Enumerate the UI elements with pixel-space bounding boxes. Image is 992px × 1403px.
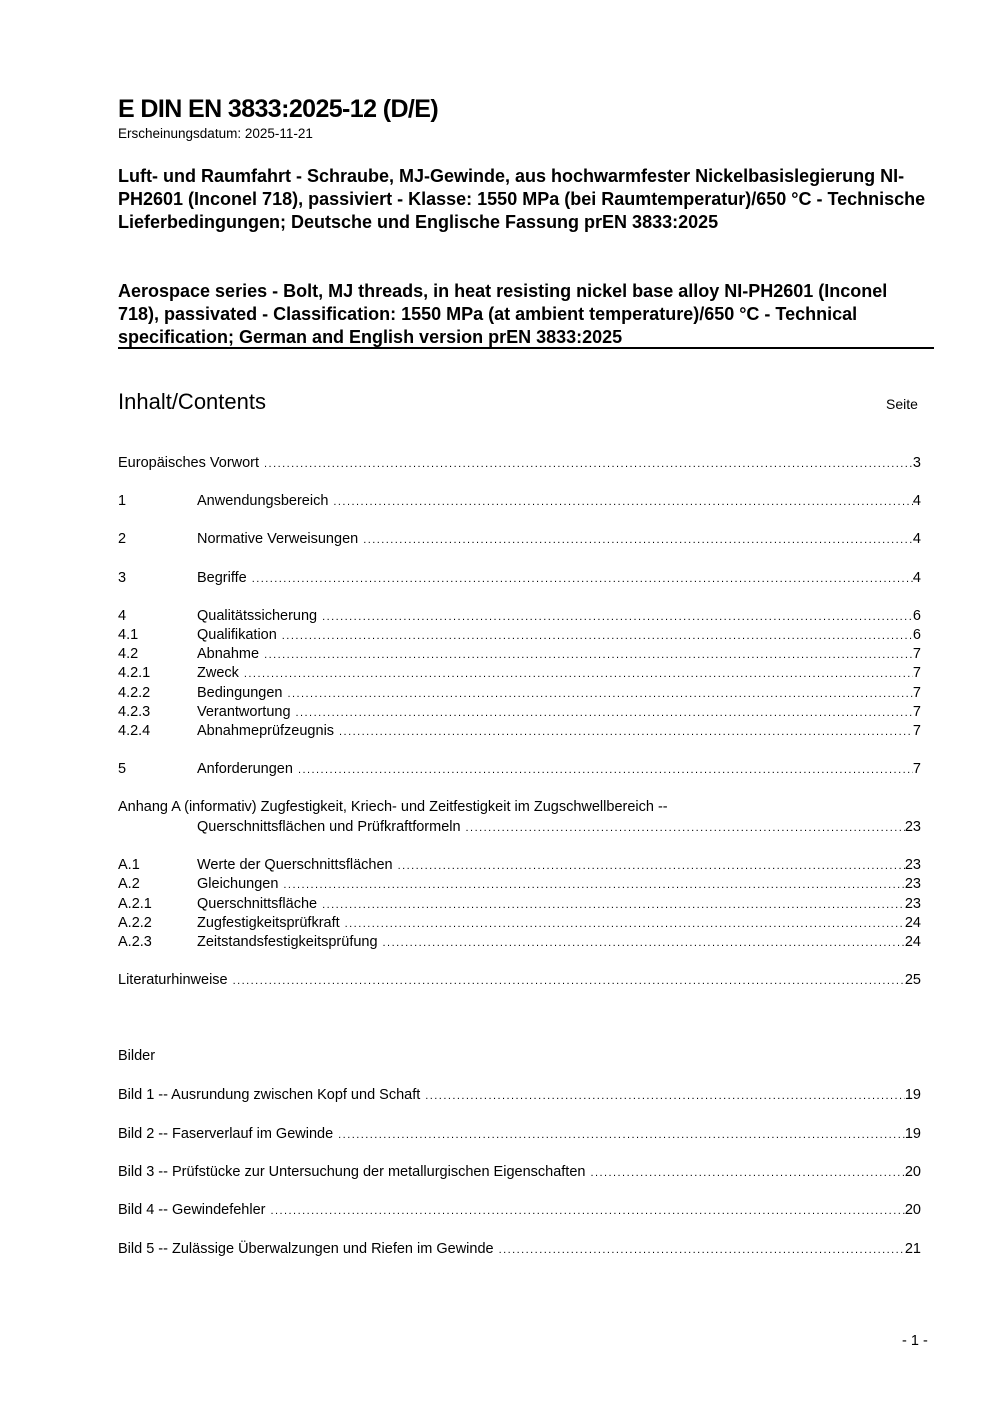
- page-column-label: Seite: [886, 396, 918, 412]
- toc-entry[interactable]: [118, 875, 921, 894]
- toc-entry-title: Bedingungen: [197, 685, 283, 701]
- toc-entry-number: A.2.3: [118, 934, 152, 950]
- figure-entry-page: 19: [904, 1087, 921, 1103]
- toc-entry-number: 4.1: [118, 627, 139, 643]
- toc-leader-dots: [499, 1241, 905, 1260]
- toc-annex-title-line1[interactable]: Anhang A (informativ) Zugfestigkeit, Kriech- und Zeitfestigkeit im Zugschwellbereich --: [118, 799, 668, 815]
- toc-entry-number: 2: [118, 531, 127, 547]
- toc-leader-dots: [296, 704, 913, 723]
- toc-entry-title: Werte der Querschnittsflächen: [197, 857, 393, 873]
- document-number: E DIN EN 3833:2025-12 (D/E): [118, 95, 439, 123]
- toc-leader-dots: [283, 876, 904, 895]
- toc-entry-title: Zugfestigkeitsprüfkraft: [197, 915, 340, 931]
- toc-entry-page: 23: [904, 876, 921, 892]
- toc-entry-number: A.2: [118, 876, 140, 892]
- toc-entry-title: Verantwortung: [197, 704, 291, 720]
- page-number: - 1 -: [902, 1333, 928, 1349]
- toc-entry-page: 25: [904, 972, 921, 988]
- figure-entry-title: Bild 3 -- Prüfstücke zur Untersuchung der metallurgischen Eigenschaften: [118, 1164, 586, 1180]
- toc-entry-title: Qualitätssicherung: [197, 608, 318, 624]
- toc-entry-page: 23: [904, 857, 921, 873]
- toc-entry[interactable]: [118, 914, 921, 933]
- toc-entry-number: A.2.2: [118, 915, 152, 931]
- toc-entry[interactable]: [118, 684, 921, 703]
- toc-entry-title: Normative Verweisungen: [197, 531, 359, 547]
- toc-entry[interactable]: [118, 530, 921, 549]
- figure-entry[interactable]: [118, 1240, 921, 1259]
- figure-entry[interactable]: [118, 1201, 921, 1220]
- toc-leader-dots: [233, 972, 905, 991]
- toc-leader-dots: [282, 627, 913, 646]
- toc-entry[interactable]: [118, 664, 921, 683]
- toc-entry-title: Qualifikation: [197, 627, 277, 643]
- toc-entry-number: 1: [118, 493, 127, 509]
- toc-entry[interactable]: [118, 569, 921, 588]
- figure-entry-page: 21: [904, 1241, 921, 1257]
- toc-entry-page: 3: [912, 455, 921, 471]
- toc-entry-page: 24: [904, 934, 921, 950]
- title-english: Aerospace series - Bolt, MJ threads, in heat resisting nickel base alloy NI-PH2601 (Inconel 718), passivated - Classification: 1550 MPa (at ambient temperature)/650 °C - Technical specification; German and English version prEN 3833:2025: [118, 281, 888, 347]
- toc-entry-number: 4.2: [118, 646, 139, 662]
- toc-entry-page: 4: [912, 570, 921, 586]
- toc-leader-dots: [338, 1126, 905, 1145]
- title-divider: [118, 347, 934, 349]
- toc-annex-title-line2: Querschnittsflächen und Prüfkraftformeln: [197, 819, 461, 835]
- toc-entry-title: Begriffe: [197, 570, 247, 586]
- contents-heading: Inhalt/Contents: [118, 389, 266, 414]
- title-german: Luft- und Raumfahrt - Schraube, MJ-Gewinde, aus hochwarmfester Nickelbasislegierung NI-PH2601 (Inconel 718), passiviert - Klasse: 1550 MPa (bei Raumtemperatur)/650 °C - Technische Lieferbedingungen; Deutsche und Englische Fassung prEN 3833:2025: [118, 166, 926, 232]
- toc-entry[interactable]: [118, 856, 921, 875]
- toc-entry-title: Anforderungen: [197, 761, 293, 777]
- toc-annex-entry[interactable]: [118, 818, 921, 837]
- toc-entry[interactable]: [118, 607, 921, 626]
- toc-entry[interactable]: [118, 895, 921, 914]
- toc-leader-dots: [333, 493, 913, 512]
- toc-entry-number: 4.2.2: [118, 685, 151, 701]
- toc-entry-title: Literaturhinweise: [118, 972, 228, 988]
- figure-entry-title: Bild 2 -- Faserverlauf im Gewinde: [118, 1126, 334, 1142]
- toc-entry-number: 4.2.1: [118, 665, 151, 681]
- toc-entry[interactable]: [118, 933, 921, 952]
- toc-leader-dots: [363, 531, 913, 550]
- toc-leader-dots: [322, 608, 913, 627]
- toc-leader-dots: [264, 455, 913, 474]
- figure-entry-page: 20: [904, 1164, 921, 1180]
- toc-entry-page: 7: [912, 646, 921, 662]
- toc-entry-page: 23: [904, 896, 921, 912]
- toc-entry-page: 6: [912, 608, 921, 624]
- toc-entry[interactable]: [118, 760, 921, 779]
- toc-entry-title: Zeitstandsfestigkeitsprüfung: [197, 934, 378, 950]
- toc-entry-page: 4: [912, 531, 921, 547]
- figure-entry-page: 20: [904, 1202, 921, 1218]
- toc-entry-page: 7: [912, 761, 921, 777]
- toc-entry-number: 4.2.4: [118, 723, 151, 739]
- toc-entry[interactable]: [118, 645, 921, 664]
- toc-leader-dots: [244, 665, 913, 684]
- toc-leader-dots: [252, 570, 913, 589]
- toc-entry-bibliography[interactable]: [118, 971, 921, 990]
- toc-entry-page: 6: [912, 627, 921, 643]
- toc-entry-number: A.1: [118, 857, 140, 873]
- toc-leader-dots: [345, 915, 905, 934]
- toc-entry-page: 7: [912, 685, 921, 701]
- toc-entry-title: Gleichungen: [197, 876, 279, 892]
- toc-leader-dots: [271, 1202, 905, 1221]
- figure-entry[interactable]: [118, 1086, 921, 1105]
- toc-entry-title: Zweck: [197, 665, 239, 681]
- figure-entry[interactable]: [118, 1163, 921, 1182]
- toc-leader-dots: [264, 646, 913, 665]
- toc-entry-title: Europäisches Vorwort: [118, 455, 260, 471]
- toc-entry[interactable]: [118, 454, 921, 473]
- figure-entry-title: Bild 4 -- Gewindefehler: [118, 1202, 266, 1218]
- publication-date: Erscheinungsdatum: 2025-11-21: [118, 126, 313, 141]
- figure-entry-title: Bild 1 -- Ausrundung zwischen Kopf und Schaft: [118, 1087, 421, 1103]
- figure-entry-title: Bild 5 -- Zulässige Überwalzungen und Riefen im Gewinde: [118, 1241, 494, 1257]
- toc-entry-title: Abnahme: [197, 646, 260, 662]
- figure-entry-page: 19: [904, 1126, 921, 1142]
- toc-entry-page: 4: [912, 493, 921, 509]
- toc-entry[interactable]: [118, 626, 921, 645]
- toc-entry-title: Querschnittsfläche: [197, 896, 318, 912]
- toc-entry-page: 7: [912, 723, 921, 739]
- figure-entry[interactable]: [118, 1125, 921, 1144]
- toc-entry[interactable]: [118, 722, 921, 741]
- toc-entry[interactable]: [118, 703, 921, 722]
- toc-leader-dots: [425, 1087, 905, 1106]
- toc-entry-title: Abnahmeprüfzeugnis: [197, 723, 335, 739]
- toc-leader-dots: [339, 723, 913, 742]
- figures-heading: Bilder: [118, 1048, 156, 1064]
- toc-entry-title: Anwendungsbereich: [197, 493, 329, 509]
- toc-leader-dots: [466, 819, 905, 838]
- toc-entry-page: 7: [912, 665, 921, 681]
- toc-leader-dots: [287, 685, 912, 704]
- toc-entry-page: 24: [904, 915, 921, 931]
- toc-leader-dots: [590, 1164, 904, 1183]
- toc-entry-number: 3: [118, 570, 127, 586]
- toc-entry-page: 23: [904, 819, 921, 835]
- toc-leader-dots: [398, 857, 905, 876]
- toc-leader-dots: [383, 934, 905, 953]
- toc-leader-dots: [322, 896, 905, 915]
- toc-entry[interactable]: [118, 492, 921, 511]
- toc-entry-number: 5: [118, 761, 127, 777]
- toc-leader-dots: [298, 761, 913, 780]
- toc-entry-number: 4.2.3: [118, 704, 151, 720]
- toc-entry-number: A.2.1: [118, 896, 152, 912]
- toc-entry-number: 4: [118, 608, 127, 624]
- toc-entry-page: 7: [912, 704, 921, 720]
